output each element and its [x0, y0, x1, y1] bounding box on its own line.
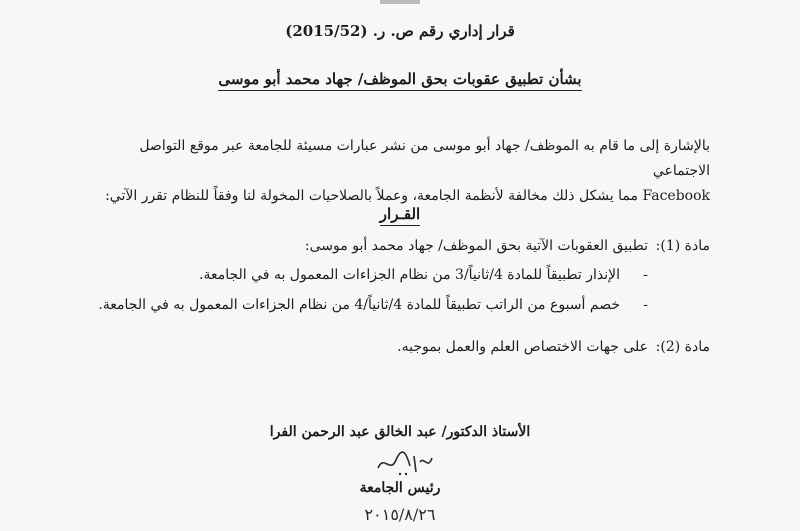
bullet-dash: - — [643, 297, 648, 313]
handwritten-date: ٢٠١٥/٨/٢٦ — [364, 505, 436, 524]
decree-title: قرار إداري رقم ص. ر. (2015/52) — [285, 22, 515, 40]
decree-subject-text: بشأن تطبيق عقوبات بحق الموظف/ جهاد محمد أبو موسى — [218, 70, 581, 91]
article-2-text: على جهات الاختصاص العلم والعمل بموجبه. — [397, 339, 648, 355]
handwritten-signature — [370, 448, 440, 478]
bullet-2-text: خصم أسبوع من الراتب تطبيقاً للمادة 4/ثانياً/4 من نظام الجزاءات المعمول به في الجامعة. — [98, 297, 620, 313]
preamble-line-2: Facebook مما يشكل ذلك مخالفة لأنظمة الجامعة، وعملاً بالصلاحيات المخولة لنا وفقاً للنظام تقرر الآتي: — [105, 188, 710, 204]
signatory-role: رئيس الجامعة — [359, 480, 441, 496]
scan-mark — [380, 0, 420, 4]
decision-heading-text: القـرار — [380, 205, 420, 226]
article-1 — [90, 238, 710, 260]
preamble-line-1: بالإشارة إلى ما قام به الموظف/ جهاد أبو موسى من نشر عبارات مسيئة للجامعة عبر موقع التواصل الاجتماعي — [139, 138, 710, 179]
bullet-1-text: الإنذار تطبيقاً للمادة 4/ثانياً/3 من نظام الجزاءات المعمول به في الجامعة. — [199, 267, 620, 283]
preamble — [90, 134, 710, 209]
decision-heading — [0, 205, 800, 223]
bullet-dash: - — [643, 267, 648, 283]
article-1-text: تطبيق العقوبات الآتية بحق الموظف/ جهاد محمد أبو موسى: — [304, 238, 648, 254]
decree-subject — [0, 70, 800, 88]
article-2 — [90, 339, 710, 361]
article-2-label: مادة (2): — [655, 339, 710, 355]
article-1-bullet-1 — [199, 267, 648, 283]
article-1-label: مادة (1): — [655, 238, 710, 254]
article-1-bullet-2 — [98, 297, 648, 313]
signatory-name: الأستاذ الدكتور/ عبد الخالق عبد الرحمن الفرا — [269, 424, 531, 440]
